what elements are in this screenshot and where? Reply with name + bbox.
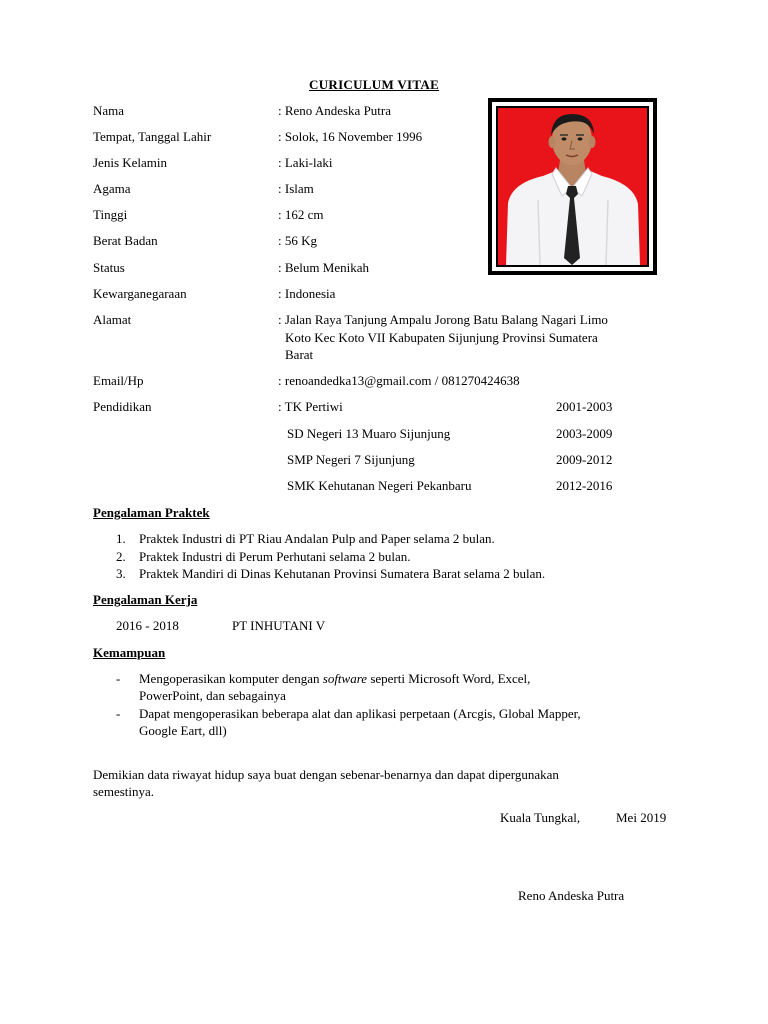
- section-heading-practice: Pengalaman Praktek: [93, 505, 210, 520]
- software-italic: software: [322, 671, 368, 686]
- value-religion: : Islam: [278, 181, 314, 196]
- education-years: 2001-2003: [556, 399, 613, 414]
- value-ttl: : Solok, 16 November 1996: [278, 129, 423, 144]
- value-address-line-2: Koto Kec Koto VII Kabupaten Sijunjung Provinsi Sumatera: [285, 330, 598, 345]
- value-nama: : Reno Andeska Putra: [278, 103, 392, 118]
- education-school: SD Negeri 13 Muaro Sijunjung: [287, 426, 451, 441]
- value-nationality: : Indonesia: [278, 286, 336, 301]
- person-portrait-icon: [498, 108, 647, 265]
- education-years: 2012-2016: [556, 478, 613, 493]
- list-bullet: -: [116, 706, 121, 721]
- label-weight: Berat Badan: [93, 233, 158, 248]
- value-address-line-1: : Jalan Raya Tanjung Ampalu Jorong Batu Balang Nagari Limo: [278, 312, 608, 327]
- list-number: 3.: [116, 566, 126, 581]
- work-company: PT INHUTANI V: [232, 618, 326, 633]
- skill-item-line-1: Mengoperasikan komputer dengan software seperti Microsoft Word, Excel,: [139, 671, 531, 686]
- label-gender: Jenis Kelamin: [93, 155, 168, 170]
- education-years: 2009-2012: [556, 452, 613, 467]
- list-bullet: -: [116, 671, 121, 686]
- document-title: CURICULUM VITAE: [309, 77, 440, 92]
- value-height: : 162 cm: [278, 207, 324, 222]
- value-status: : Belum Menikah: [278, 260, 369, 275]
- skill-item-line-2: Google Eart, dll): [139, 723, 227, 738]
- value-gender: : Laki-laki: [278, 155, 333, 170]
- education-school: : TK Pertiwi: [278, 399, 343, 414]
- education-school: SMP Negeri 7 Sijunjung: [287, 452, 415, 467]
- skill-item-line-1: Dapat mengoperasikan beberapa alat dan aplikasi perpetaan (Arcgis, Global Mapper,: [139, 706, 581, 721]
- education-school: SMK Kehutanan Negeri Pekanbaru: [287, 478, 472, 493]
- label-religion: Agama: [93, 181, 131, 196]
- label-nama: Nama: [93, 103, 125, 118]
- label-status: Status: [93, 260, 125, 275]
- label-education: Pendidikan: [93, 399, 152, 414]
- list-item: Praktek Industri di PT Riau Andalan Pulp and Paper selama 2 bulan.: [139, 531, 495, 546]
- section-heading-work: Pengalaman Kerja: [93, 592, 198, 607]
- value-address-line-3: Barat: [285, 347, 314, 362]
- list-item: Praktek Industri di Perum Perhutani selama 2 bulan.: [139, 549, 411, 564]
- list-number: 1.: [116, 531, 126, 546]
- label-email: Email/Hp: [93, 373, 144, 388]
- sign-date: Mei 2019: [616, 810, 667, 825]
- education-years: 2003-2009: [556, 426, 613, 441]
- work-period: 2016 - 2018: [116, 618, 179, 633]
- signature-name: Reno Andeska Putra: [518, 888, 625, 903]
- list-item: Praktek Mandiri di Dinas Kehutanan Provinsi Sumatera Barat selama 2 bulan.: [139, 566, 546, 581]
- closing-statement-line-2: semestinya.: [93, 784, 155, 799]
- closing-statement-line-1: Demikian data riwayat hidup saya buat dengan sebenar-benarnya dan dapat dipergunakan: [93, 767, 559, 782]
- label-height: Tinggi: [93, 207, 128, 222]
- section-heading-skills: Kemampuan: [93, 645, 166, 660]
- sign-place: Kuala Tungkal,: [500, 810, 581, 825]
- label-address: Alamat: [93, 312, 132, 327]
- profile-photo-frame: [488, 98, 657, 275]
- label-nationality: Kewarganegaraan: [93, 286, 187, 301]
- profile-photo: [496, 106, 649, 267]
- label-ttl: Tempat, Tanggal Lahir: [93, 129, 212, 144]
- value-weight: : 56 Kg: [278, 233, 317, 248]
- value-email: : renoandedka13@gmail.com / 081270424638: [278, 373, 520, 388]
- skill-item-line-2: PowerPoint, dan sebagainya: [139, 688, 286, 703]
- list-number: 2.: [116, 549, 126, 564]
